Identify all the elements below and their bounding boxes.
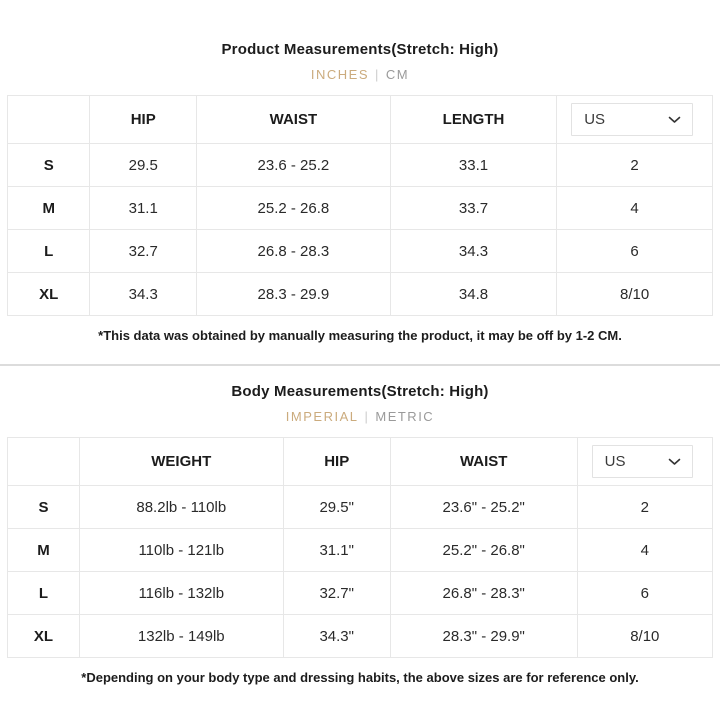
waist-cell: 28.3 - 29.9 bbox=[196, 273, 390, 316]
weight-cell: 116lb - 132lb bbox=[79, 572, 283, 615]
hip-cell: 29.5 bbox=[90, 144, 196, 187]
size-cell: S bbox=[8, 486, 80, 529]
us-cell: 4 bbox=[577, 529, 712, 572]
body-unit-toggle bbox=[0, 409, 720, 425]
unit-inches-toggle[interactable]: INCHES bbox=[310, 67, 369, 82]
table-header-row bbox=[8, 96, 713, 144]
length-cell: 33.1 bbox=[390, 144, 556, 187]
header-empty-cell bbox=[8, 438, 80, 486]
hip-cell: 34.3" bbox=[283, 615, 390, 658]
waist-cell: 25.2 - 26.8 bbox=[196, 187, 390, 230]
body-measurements-title: Body Measurements(Stretch: High) bbox=[231, 383, 489, 400]
size-cell: M bbox=[8, 529, 80, 572]
waist-cell: 26.8 - 28.3 bbox=[196, 230, 390, 273]
waist-cell: 25.2" - 26.8" bbox=[390, 529, 577, 572]
us-dropdown-value: US bbox=[584, 111, 606, 128]
us-cell: 6 bbox=[557, 230, 713, 273]
length-cell: 33.7 bbox=[390, 187, 556, 230]
size-cell: M bbox=[8, 187, 90, 230]
waist-cell: 26.8" - 28.3" bbox=[390, 572, 577, 615]
us-cell: 8/10 bbox=[557, 273, 713, 316]
product-unit-toggle bbox=[0, 67, 720, 83]
length-cell: 34.8 bbox=[390, 273, 556, 316]
us-size-dropdown[interactable] bbox=[571, 103, 693, 136]
us-size-dropdown[interactable] bbox=[592, 445, 693, 478]
us-cell: 2 bbox=[577, 486, 712, 529]
hip-cell: 32.7" bbox=[283, 572, 390, 615]
chevron-down-icon bbox=[668, 458, 681, 466]
us-dropdown-value: US bbox=[604, 453, 626, 470]
size-cell: XL bbox=[8, 615, 80, 658]
hip-cell: 32.7 bbox=[90, 230, 196, 273]
product-measurements-table bbox=[7, 95, 713, 316]
table-row bbox=[8, 187, 713, 230]
table-row bbox=[8, 529, 713, 572]
unit-imperial-toggle[interactable]: IMPERIAL bbox=[285, 409, 359, 424]
header-us-cell bbox=[557, 96, 713, 144]
us-cell: 4 bbox=[557, 187, 713, 230]
hip-cell: 31.1" bbox=[283, 529, 390, 572]
waist-cell: 23.6 - 25.2 bbox=[196, 144, 390, 187]
us-cell: 2 bbox=[557, 144, 713, 187]
table-header-row bbox=[8, 438, 713, 486]
header-waist: WAIST bbox=[196, 96, 390, 144]
table-row bbox=[8, 572, 713, 615]
body-measurements-table bbox=[7, 437, 713, 658]
waist-cell: 28.3" - 29.9" bbox=[390, 615, 577, 658]
header-us-cell bbox=[577, 438, 712, 486]
size-cell: S bbox=[8, 144, 90, 187]
product-measurements-section bbox=[0, 0, 720, 343]
hip-cell: 31.1 bbox=[90, 187, 196, 230]
unit-cm-toggle[interactable]: CM bbox=[385, 67, 410, 82]
table-row bbox=[8, 486, 713, 529]
header-hip: HIP bbox=[90, 96, 196, 144]
weight-cell: 132lb - 149lb bbox=[79, 615, 283, 658]
unit-separator: | bbox=[375, 67, 380, 82]
chevron-down-icon bbox=[668, 116, 681, 124]
hip-cell: 34.3 bbox=[90, 273, 196, 316]
body-measurements-footnote: *Depending on your body type and dressing habits, the above sizes are for reference only. bbox=[81, 670, 639, 685]
length-cell: 34.3 bbox=[390, 230, 556, 273]
size-cell: L bbox=[8, 572, 80, 615]
table-row bbox=[8, 230, 713, 273]
table-row bbox=[8, 144, 713, 187]
hip-cell: 29.5" bbox=[283, 486, 390, 529]
unit-metric-toggle[interactable]: METRIC bbox=[375, 409, 435, 424]
header-length: LENGTH bbox=[390, 96, 556, 144]
body-measurements-section bbox=[0, 366, 720, 685]
header-waist: WAIST bbox=[390, 438, 577, 486]
product-measurements-title: Product Measurements(Stretch: High) bbox=[221, 41, 499, 58]
unit-separator: | bbox=[364, 409, 370, 424]
product-measurements-footnote: *This data was obtained by manually measuring the product, it may be off by 1-2 CM. bbox=[98, 328, 622, 343]
table-row bbox=[8, 273, 713, 316]
us-cell: 6 bbox=[577, 572, 712, 615]
size-cell: XL bbox=[8, 273, 90, 316]
header-empty-cell bbox=[8, 96, 90, 144]
weight-cell: 110lb - 121lb bbox=[79, 529, 283, 572]
size-cell: L bbox=[8, 230, 90, 273]
waist-cell: 23.6" - 25.2" bbox=[390, 486, 577, 529]
weight-cell: 88.2lb - 110lb bbox=[79, 486, 283, 529]
us-cell: 8/10 bbox=[577, 615, 712, 658]
header-weight: WEIGHT bbox=[79, 438, 283, 486]
table-row bbox=[8, 615, 713, 658]
header-hip: HIP bbox=[283, 438, 390, 486]
